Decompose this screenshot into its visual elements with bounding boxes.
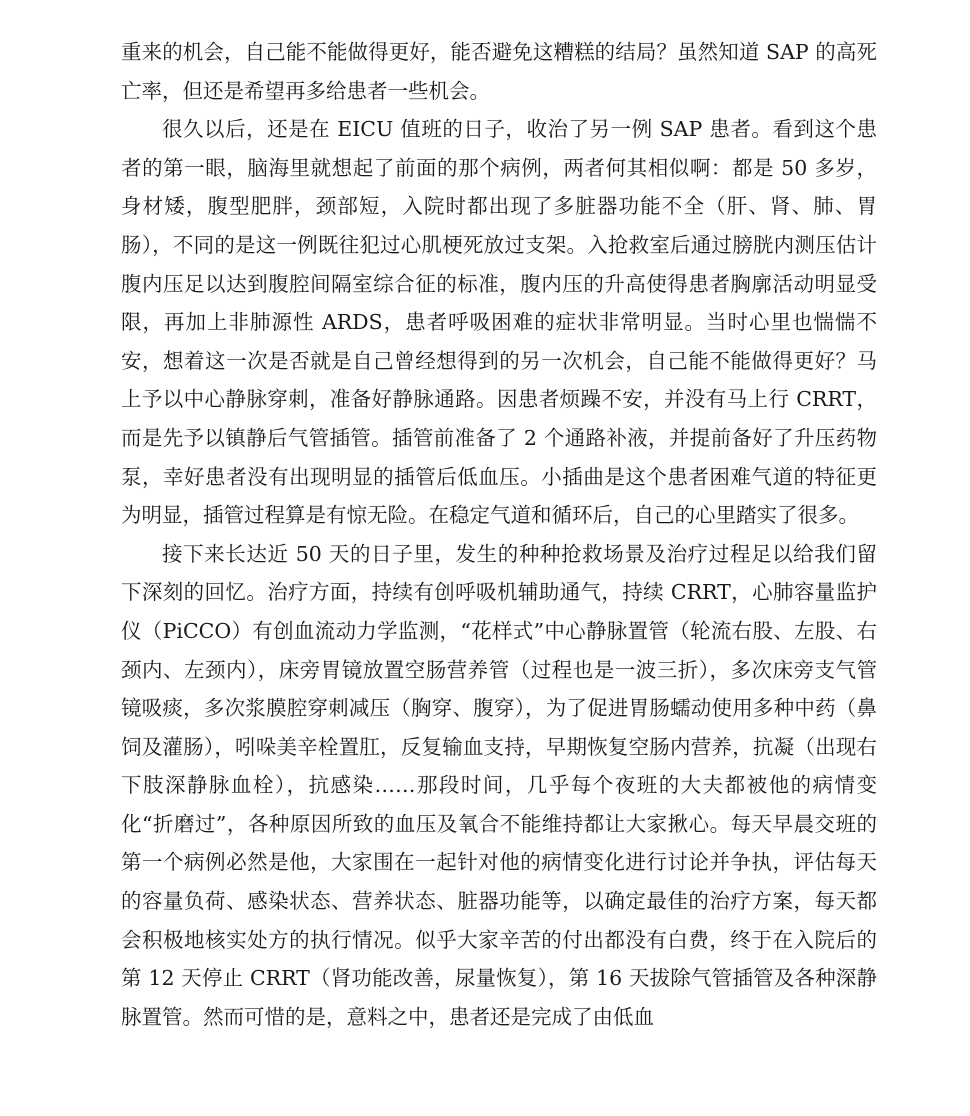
- paragraph-1: 重来的机会，自己能不能做得更好，能否避免这糟糕的结局？虽然知道 SAP 的高死亡率，但还是希望再多给患者一些机会。: [121, 40, 877, 103]
- paragraph-2: 很久以后，还是在 EICU 值班的日子，收治了另一例 SAP 患者。看到这个患者的第一眼，脑海里就想起了前面的那个病例，两者何其相似啊：都是 50 多岁，身材矮，腹型肥胖，颈部短，入院时都出现了多脏器功能不全（肝、肾、肺、胃肠），不同的是这一例既往犯过心肌梗死放过支架。入抢救室后通过膀胱内测压估计腹内压足以达到腹腔间隔室综合征的标准，腹内压的升高使得患者胸廓活动明显受限，再加上非肺源性 ARDS，患者呼吸困难的症状非常明显。当时心里也惴惴不安，想着这一次是否就是自己曾经想得到的另一次机会，自己能不能做得更好？马上予以中心静脉穿刺，准备好静脉通路。因患者烦躁不安，并没有马上行 CRRT，而是先予以镇静后气管插管。插管前准备了 2 个通路补液，并提前备好了升压药物泵，幸好患者没有出现明显的插管后低血压。小插曲是这个患者困难气道的特征更为明显，插管过程算是有惊无险。在稳定气道和循环后，自己的心里踏实了很多。: [121, 117, 877, 528]
- document-page: [121, 33, 877, 1036]
- paragraph-3: 接下来长达近 50 天的日子里，发生的种种抢救场景及治疗过程足以给我们留下深刻的回忆。治疗方面，持续有创呼吸机辅助通气，持续 CRRT，心肺容量监护仪（PiCCO）有创血流动力学监测，“花样式”中心静脉置管（轮流右股、左股、右颈内、左颈内），床旁胃镜放置空肠营养管（过程也是一波三折），多次床旁支气管镜吸痰，多次浆膜腔穿刺减压（胸穿、腹穿），为了促进胃肠蠕动使用多种中药（鼻饲及灌肠），吲哚美辛栓置肛，反复输血支持，早期恢复空肠内营养，抗凝（出现右下肢深静脉血栓），抗感染……那段时间，几乎每个夜班的大夫都被他的病情变化“折磨过”，各种原因所致的血压及氧合不能维持都让大家揪心。每天早晨交班的第一个病例必然是他，大家围在一起针对他的病情变化进行讨论并争执，评估每天的容量负荷、感染状态、营养状态、脏器功能等，以确定最佳的治疗方案，每天都会积极地核实处方的执行情况。似乎大家辛苦的付出都没有白费，终于在入院后的第 12 天停止 CRRT（肾功能改善，尿量恢复），第 16 天拔除气管插管及各种深静脉置管。然而可惜的是，意料之中，患者还是完成了由低血: [121, 541, 877, 1029]
